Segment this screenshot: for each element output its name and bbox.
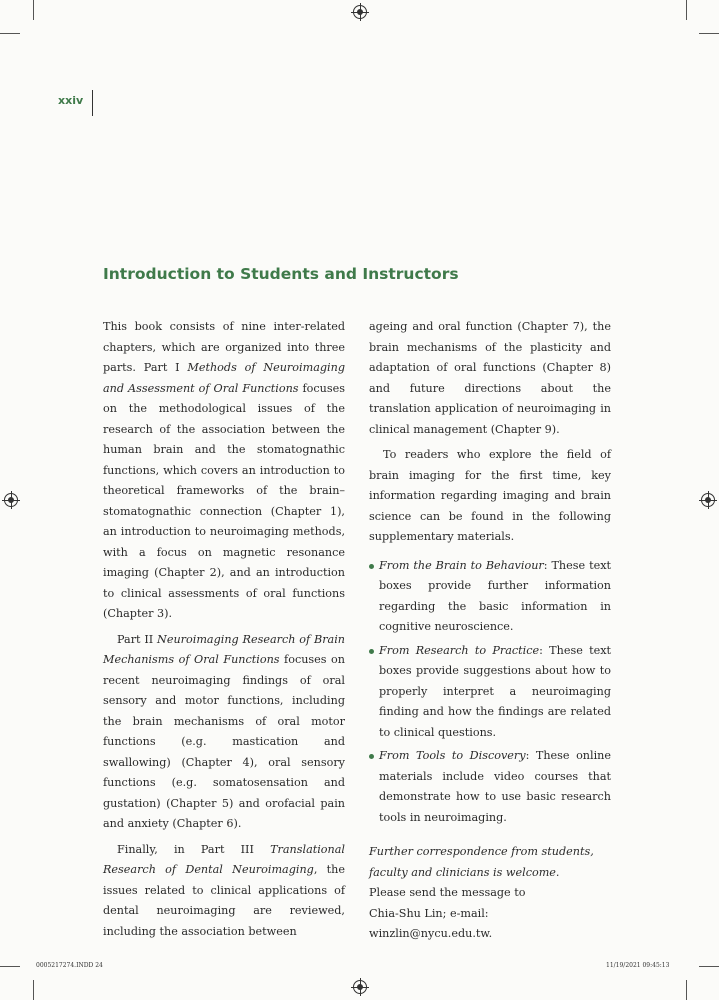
text-run: , the issues related to clinical applications of dental neuroimaging are reviewed, including the association between bbox=[103, 863, 346, 938]
page-number: xxiv bbox=[58, 94, 84, 107]
crop-mark bbox=[33, 980, 34, 1000]
registration-mark-icon bbox=[353, 980, 367, 994]
closing-text: Further correspondence from students, faculty and clinicians is welcome. bbox=[369, 845, 594, 879]
crop-mark bbox=[686, 0, 687, 20]
closing-line: Please send the message to bbox=[369, 886, 526, 899]
text-run: Finally, in Part III bbox=[117, 842, 271, 856]
text-run: Part II bbox=[117, 632, 158, 646]
crop-mark bbox=[33, 0, 34, 20]
list-item bbox=[369, 556, 611, 638]
list-item-title: From the Brain to Behaviour bbox=[379, 558, 544, 572]
part-title: Methods of Neuroimaging and Assessment of Oral Functions bbox=[103, 361, 345, 395]
text-run: focuses on recent neuroimaging findings of oral sensory and motor functions, including the brain mechanisms of oral motor functions (e.g. mastication and swallowing) (Chapter 4), oral sensory functions (e.g. somatosensation and gustation) (Chapter 5) and orofacial pain and anxiety (Chapter 6). bbox=[103, 653, 345, 830]
list-item-title: From Tools to Discovery bbox=[379, 749, 526, 762]
footer-timestamp: 11/19/2021 09:45:13 bbox=[606, 962, 670, 969]
registration-mark-icon bbox=[353, 5, 367, 19]
part-title: Translational Research of Dental Neuroimaging bbox=[103, 842, 345, 876]
crop-mark bbox=[0, 966, 20, 967]
text-run: This book consists of nine inter-related chapters, which are organized into three parts. Part I bbox=[103, 320, 345, 374]
registration-mark-icon bbox=[4, 493, 18, 507]
bullet-icon bbox=[369, 564, 374, 569]
right-column bbox=[369, 317, 611, 945]
supplementary-list bbox=[369, 556, 611, 829]
list-item-text: : These text boxes provide further information regarding the basic information in cognitive neuroscience. bbox=[379, 558, 611, 633]
page-number-rule bbox=[92, 90, 93, 116]
paragraph-continuation: ageing and oral function (Chapter 7), the brain mechanisms of the plasticity and adaptation of oral functions (Chapter 8) and future directions about the translation application of neuroimaging in clinical management (Chapter 9). bbox=[369, 320, 611, 436]
closing-invitation bbox=[369, 842, 611, 883]
text-run: focuses on the methodological issues of the research of the association between the human brain and the stomatognathic functions, which covers an introduction to theoretical frameworks of the brain–stomatognathic connection (Chapter 1), an introduction to neuroimaging methods, with a focus on magnetic resonance imaging (Chapter 2), and an introduction to clinical assessments of oral functions (Chapter 3). bbox=[103, 381, 345, 620]
registration-mark-icon bbox=[701, 493, 715, 507]
list-item bbox=[369, 641, 611, 744]
list-item-text: : These text boxes provide suggestions about how to properly interpret a neuroimaging finding and how the findings are related to clinical questions. bbox=[379, 643, 611, 739]
contact-line: Chia-Shu Lin; e-mail: winzlin@nycu.edu.tw. bbox=[369, 906, 493, 940]
paragraph-part-two bbox=[103, 630, 345, 835]
crop-mark bbox=[699, 33, 719, 34]
crop-mark bbox=[699, 966, 719, 967]
bullet-icon bbox=[369, 754, 374, 759]
paragraph-readers: To readers who explore the field of brain imaging for the first time, key information regarding imaging and brain science can be found in the following supplementary materials. bbox=[369, 448, 611, 543]
left-column bbox=[103, 317, 345, 942]
bullet-icon bbox=[369, 649, 374, 654]
part-title: Neuroimaging Research of Brain Mechanisms of Oral Functions bbox=[103, 632, 345, 666]
footer-filename: 0005217274.INDD 24 bbox=[36, 962, 103, 969]
section-heading: Introduction to Students and Instructors bbox=[103, 265, 459, 283]
crop-mark bbox=[686, 980, 687, 1000]
paragraph-part-three bbox=[103, 840, 345, 943]
crop-mark bbox=[0, 33, 20, 34]
paragraph-part-one bbox=[103, 317, 345, 625]
list-item-title: From Research to Practice bbox=[379, 643, 540, 657]
list-item-text: : These online materials include video courses that demonstrate how to use basic research tools in neuroimaging. bbox=[379, 749, 611, 824]
list-item bbox=[369, 746, 611, 828]
